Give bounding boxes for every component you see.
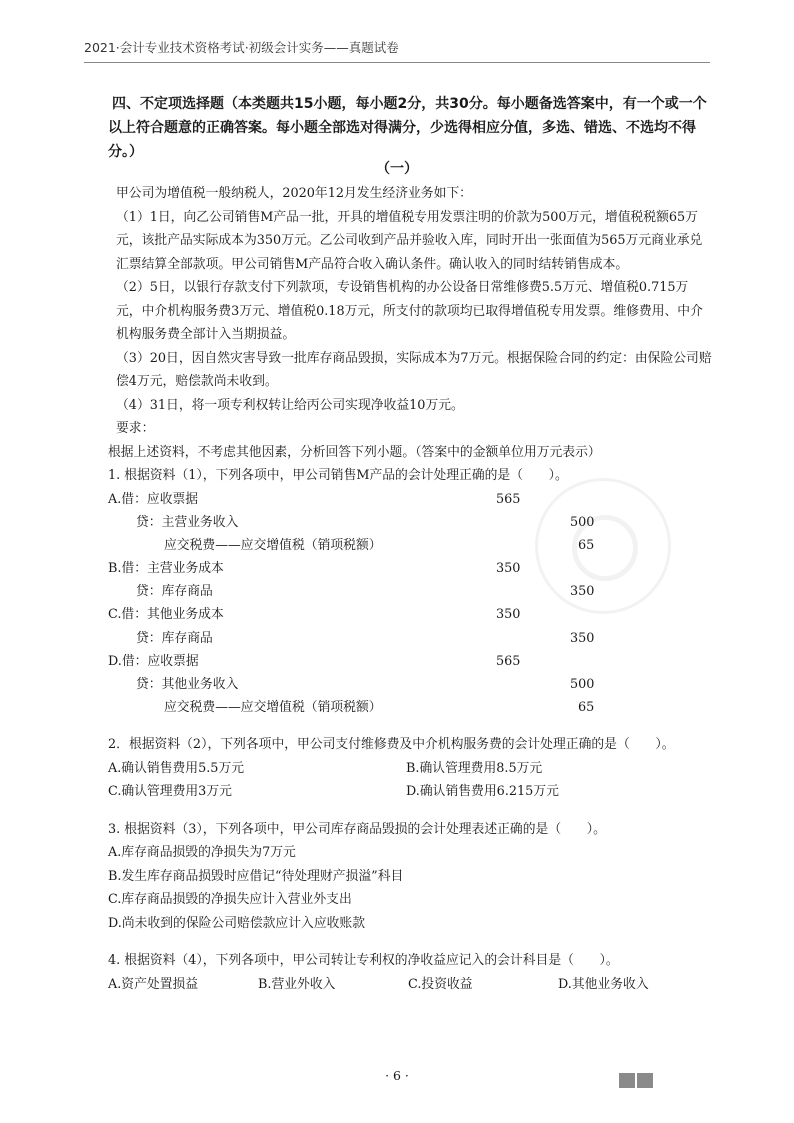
- q2-option-b[interactable]: B.确认管理费用8.5万元: [406, 760, 543, 776]
- q1-entry-row: [108, 534, 713, 557]
- requirement-text: 根据上述资料，不考虑其他因素，分析回答下列小题。（答案中的金额单位用万元表示）: [108, 444, 601, 460]
- entry-account: 贷：主营业务收入: [136, 514, 239, 530]
- q4-option-d[interactable]: D.其他业务收入: [558, 976, 649, 992]
- q4-option-b[interactable]: B.营业外收入: [258, 976, 336, 992]
- q2-stem: 2．根据资料（2），下列各项中，甲公司支付维修费及中介机构服务费的会计处理正确的是（ ）。: [108, 737, 675, 753]
- q1-entry-row: [108, 488, 713, 511]
- entry-debit-amount: 565: [496, 653, 521, 669]
- q4-stem: 4. 根据资料（4），下列各项中，甲公司转让专利权的净收益应记入的会计科目是（ ）。: [108, 953, 619, 969]
- entry-account[interactable]: A.借：应收票据: [108, 491, 199, 507]
- question-body: [108, 182, 713, 996]
- q1-entry-row: [108, 650, 713, 673]
- material-2: （2）5日，以银行存款支付下列款项，专设销售机构的办公设备日常维修费5.5万元、增值税0.715万元，中介机构服务费3万元、增值税0.18万元，所支付的款项均已取得增值税专用发票。维修费用、中介机构服务费全部计入当期损益。: [116, 280, 703, 342]
- entry-account[interactable]: B.借：主营业务成本: [108, 561, 224, 577]
- running-header: 2021·会计专业技术资格考试·初级会计实务——真题试卷: [84, 40, 399, 55]
- entry-account[interactable]: C.借：其他业务成本: [108, 607, 224, 623]
- q1-entry-row: [108, 557, 713, 580]
- entry-debit-amount: 350: [496, 561, 521, 577]
- material-1: （1）1日，向乙公司销售M产品一批，开具的增值税专用发票注明的价款为500万元，增值税税额65万元，该批产品实际成本为350万元。乙公司收到产品并验收入库，同时开出一张面值为565万元商业承兑汇票结算全部款项。甲公司销售M产品符合收入确认条件。确认收入的同时结转销售成本。: [116, 209, 703, 272]
- q4-options: [108, 973, 713, 997]
- entry-account: 应交税费——应交增值税（销项税额）: [164, 537, 382, 553]
- entry-account[interactable]: D.借：应收票据: [108, 653, 199, 669]
- q1-entry-row: [108, 696, 713, 719]
- entry-credit-amount: 350: [570, 584, 595, 600]
- q3-option-d[interactable]: D.尚未收到的保险公司赔偿款应计入应收账款: [108, 915, 366, 931]
- subheading: （一）: [376, 161, 418, 177]
- q2-options: [108, 757, 713, 804]
- q4-option-a[interactable]: A.资产处置损益: [108, 976, 199, 992]
- entry-credit-amount: 350: [570, 630, 595, 646]
- q4-option-c[interactable]: C.投资收益: [408, 976, 473, 992]
- q1-entry-row: [108, 603, 713, 626]
- entry-account: 贷：库存商品: [136, 630, 213, 646]
- entry-account: 贷：库存商品: [136, 584, 213, 600]
- q3-stem: 3. 根据资料（3），下列各项中，甲公司库存商品毁损的会计处理表述正确的是（ ）。: [108, 821, 606, 837]
- page-number: · 6 ·: [385, 1068, 409, 1083]
- q2-option-c[interactable]: C.确认管理费用3万元: [108, 784, 232, 800]
- q1-entry-row: [108, 673, 713, 696]
- header-rule: [84, 62, 710, 63]
- requirement-label: 要求：: [116, 421, 155, 436]
- entry-credit-amount: 500: [570, 677, 595, 692]
- entry-account: 贷：其他业务收入: [136, 677, 239, 692]
- intro-text: 甲公司为增值税一般纳税人，2020年12月发生经济业务如下：: [116, 186, 472, 201]
- q2-option-d[interactable]: D.确认销售费用6.215万元: [406, 784, 559, 800]
- entry-credit-amount: 65: [578, 537, 595, 553]
- q1-stem: 1. 根据资料（1），下列各项中，甲公司销售M产品的会计处理正确的是（ ）。: [108, 468, 568, 483]
- material-3: （3）20日，因自然灾害导致一批库存商品毁损，实际成本为7万元。根据保险合同的约定：由保险公司赔偿4万元，赔偿款尚未收到。: [116, 350, 712, 389]
- q3-option-a[interactable]: A.库存商品损毁的净损失为7万元: [108, 845, 296, 861]
- material-4: （4）31日，将一项专利权转让给丙公司实现净收益10万元。: [116, 397, 464, 413]
- entry-account: 应交税费——应交增值税（销项税额）: [164, 700, 382, 716]
- q3-option-c[interactable]: C.库存商品损毁的净损失应计入营业外支出: [108, 892, 352, 908]
- entry-debit-amount: 565: [496, 491, 521, 507]
- q1-journal-entries: [108, 488, 713, 720]
- q2-option-a[interactable]: A.确认销售费用5.5万元: [108, 760, 245, 776]
- entry-credit-amount: 500: [570, 514, 595, 530]
- corner-marker: [619, 1073, 653, 1088]
- section-title: 四、不定项选择题（本类题共15小题，每小题2分，共30分。每小题备选答案中，有一个或一个以上符合题意的正确答案。每小题全部选对得满分，少选得相应分值，多选、错选、不选均不得分。）: [108, 96, 707, 160]
- q1-entry-row: [108, 627, 713, 650]
- entry-debit-amount: 350: [496, 607, 521, 623]
- q1-entry-row: [108, 511, 713, 534]
- q3-option-b[interactable]: B.发生库存商品损毁时应借记“待处理财产损溢”科目: [108, 868, 404, 884]
- q1-entry-row: [108, 580, 713, 603]
- entry-credit-amount: 65: [578, 700, 595, 716]
